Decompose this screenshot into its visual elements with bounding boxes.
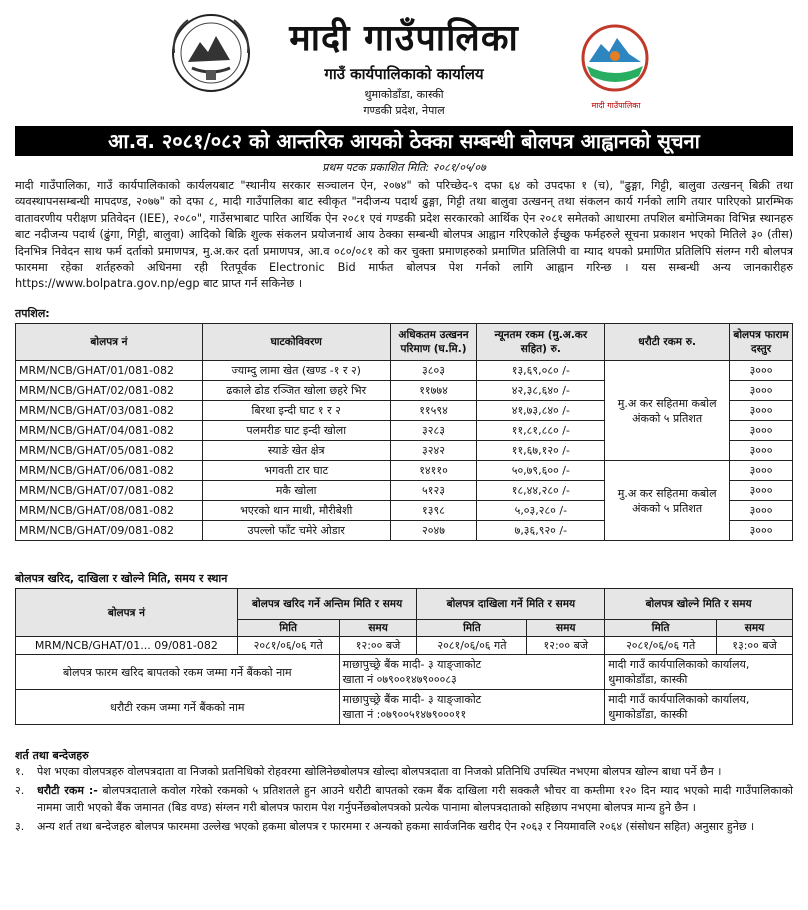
- col-purchase: बोलपत्र खरिद गर्ने अन्तिम मिति र समय: [237, 589, 417, 620]
- bid-no-cell: MRM/NCB/GHAT/03/081-082: [16, 401, 203, 421]
- madi-municipality-logo-icon: [575, 22, 655, 102]
- bid-no-cell: MRM/NCB/GHAT/06/081-082: [16, 461, 203, 481]
- submit-time: १२:०० बजे: [527, 637, 605, 655]
- fee-cell: ३०००: [730, 501, 793, 521]
- bank2-name: माछापुच्छ्रे बैंक मादी- ३ याङ्जाकोट: [342, 693, 482, 706]
- ghat-cell: उपल्लो फाँट चमेरे ओडार: [202, 521, 390, 541]
- open-date: २०८१/०६/०६ गते: [605, 637, 717, 655]
- min-amount-cell: ५०,७९,६०० /-: [477, 461, 605, 481]
- term-text: [37, 783, 793, 816]
- bid-no-cell: MRM/NCB/GHAT/05/081-082: [16, 441, 203, 461]
- min-amount-cell: ४२,३८,६४० /-: [477, 381, 605, 401]
- qty-cell: २०४७: [390, 521, 477, 541]
- qty-cell: ३२८३: [390, 421, 477, 441]
- term-body: पेश भएका वोलपत्रहरु वोलपत्रदाता वा निजको प्रतनिधिको रोहवरमा खोलिनेछबोलपत्र खोल्दा बोलपत्रदाता वा निजको प्रतिनिधि उपस्थित नभएमा बोलपत्र खोल्न बाधा पर्ने छैन ।: [37, 765, 722, 778]
- col-open: बोलपत्र खोल्ने मिति र समय: [605, 589, 793, 620]
- ghat-cell: ढकाले ढोड रञ्जित खोला छहरे भिर: [202, 381, 390, 401]
- term-label: धरौटी रकम :-: [37, 784, 98, 798]
- terms-heading: शर्त तथा बन्देजहरु: [15, 749, 89, 762]
- col-submit: बोलपत्र दाखिला गर्ने मिति र समय: [417, 589, 605, 620]
- open-time: १३:०० बजे: [717, 637, 793, 655]
- sub-time: समय: [339, 620, 417, 637]
- address-line-2: गण्डकी प्रदेश, नेपाल: [363, 104, 445, 117]
- term-item: [15, 819, 793, 835]
- ghat-cell: भगवती टार घाट: [202, 461, 390, 481]
- bank1-office: [605, 655, 793, 690]
- fee-cell: ३०००: [730, 441, 793, 461]
- bank1-details: [339, 655, 605, 690]
- term-text: [37, 764, 793, 780]
- col-form-fee: बोलपत्र फाराम दस्तुर: [730, 324, 793, 361]
- fee-cell: ३०००: [730, 361, 793, 381]
- min-amount-cell: ११,८१,८८० /-: [477, 421, 605, 441]
- table-row: [16, 637, 793, 655]
- bank-row-deposit: [16, 690, 793, 725]
- table-header-row: [16, 589, 793, 620]
- fee-cell: ३०००: [730, 401, 793, 421]
- bank2-account: खाता नं :०७९००५१४७९०००११: [342, 708, 467, 721]
- bid-no-cell: MRM/NCB/GHAT/02/081-082: [16, 381, 203, 401]
- purchase-time: १२:०० बजे: [339, 637, 417, 655]
- min-amount-cell: ११,६७,१२० /-: [477, 441, 605, 461]
- bid-dates-table: [15, 588, 793, 725]
- bank1-name: माछापुच्छ्रे बैंक मादी- ३ याङ्जाकोट: [342, 658, 482, 671]
- bank2-office-line2: थुमाकोडाँडा, कास्की: [608, 708, 688, 721]
- bid-no-cell: MRM/NCB/GHAT/01/081-082: [16, 361, 203, 381]
- ghat-cell: भएरको थान माथी, मौरीबेशी: [202, 501, 390, 521]
- col-min-amount: न्यूनतम रकम (मु.अ.कर सहित) रु.: [477, 324, 605, 361]
- notice-title: आ.व. २०८१/०८२ को आन्तरिक आयको ठेक्का सम्बन्धी बोलपत्र आह्वानको सूचना: [15, 126, 793, 156]
- ghat-cell: स्याङे खेत क्षेत्र: [202, 441, 390, 461]
- qty-cell: ११७७४: [390, 381, 477, 401]
- bid-no-cell: MRM/NCB/GHAT/04/081-082: [16, 421, 203, 441]
- term-number: २.: [15, 784, 25, 798]
- fee-cell: ३०००: [730, 461, 793, 481]
- publication-date: प्रथम पटक प्रकाशित मिति: २०८१/०५/०७: [322, 161, 486, 174]
- fee-cell: ३०००: [730, 381, 793, 401]
- bank1-office-line2: थुमाकोडाँडा, कास्की: [608, 673, 688, 686]
- ghat-cell: ज्याम्दु लामा खेत (खण्ड -१ र २): [202, 361, 390, 381]
- col-deposit: धरौटी रकम रु.: [605, 324, 730, 361]
- term-item: [15, 764, 793, 780]
- fee-cell: ३०००: [730, 421, 793, 441]
- ghat-cell: मकै खोला: [202, 481, 390, 501]
- ghat-cell: पलमरीङ घाट इन्दी खोला: [202, 421, 390, 441]
- sub-time: समय: [717, 620, 793, 637]
- col-ghat: घाटकोविवरण: [202, 324, 390, 361]
- bank2-office-line1: मादी गाउँ कार्यपालिकाको कार्यालय,: [608, 693, 750, 706]
- bid-no-cell: MRM/NCB/GHAT/07/081-082: [16, 481, 203, 501]
- bank1-account: खाता नं ०७९००१४७९०००८३: [342, 673, 457, 686]
- col-bid-no: बोलपत्र नं: [16, 589, 238, 637]
- table-row: [16, 361, 793, 381]
- qty-cell: ११५९४: [390, 401, 477, 421]
- table-row: [16, 461, 793, 481]
- deposit-cell: मु.अ कर सहितमा कबोल अंकको ५ प्रतिशत: [605, 361, 730, 461]
- bid-no-cell: MRM/NCB/GHAT/09/081-082: [16, 521, 203, 541]
- notice-body: मादी गाउँपालिका, गाउँ कार्यपालिकाको कार्यलयबाट "स्थानीय सरकार सञ्चालन ऐन, २०७४" को परिच्छेद-९ दफा ६४ को उपदफा १ (च), "ढुङ्गा, गिट्टी, बालुवा उत्खनन् बिक्री तथा व्यवस्थापनसम्बन्धी मापदण्ड, २०७७" को दफा ८, मादी गाउँपालिका बाट स्वीकृत "नदीजन्य पदार्थ ढुङ्गा, गिट्टी तथा बालुवा उत्खनन् तथा संकलन कार्य गर्नको लागि तयार पारिएको प्रारम्भिक वातावरणीय परीक्षण प्रतिवेदन (IEE), २०८०", गाउँसभाबाट पारित आर्थिक ऐन २०८१ एवं गण्डकी प्रदेश सरकारको आर्थिक ऐन २०८१ समेतको आधारमा तपशिल बमोजिमका विभिन्न स्थानहरु बाट नदीजन्य पदार्थ (ढुंगा, गिट्टी, बालुवा) आदिको बिक्रि शुल्क संकलन प्रयोजनार्थ आय ठेक्का सम्बन्धी बोलपत्र आह्वान गरिएकोले ईच्छुक फर्महरुले सूचना प्रकाशन भएको मितिले ३० (तीस) दिनभित्र निवेदन साथ फर्म दर्ताको प्रमाणपत्र, मु.अ.कर दर्ता प्रमाणपत्र, आ.व ०८०/०८१ को कर चुक्ता प्रमाणहरुको प्रमाणित प्रतिलिपी वा म्याद थपको प्रमाणित प्रतिलिपि संलग्न गरी बोलपत्र फारममा रहेका शर्तहरुको अधिनमा रही रितपूर्वक Electronic Bid मार्फत बोलपत्र पेश गर्नको लागि आह्वान गरिन्छ । यस सम्बन्धी अन्य जानकारीहरु https://www.bolpatra.gov.np/egp बाट प्राप्त गर्न सकिनेछ ।: [15, 179, 793, 291]
- col-max-qty: अधिकतम उत्खनन परिमाण (घ.मि.): [390, 324, 477, 361]
- sub-date: मिति: [605, 620, 717, 637]
- section2-heading: बोलपत्र खरिद, दाखिला र खोल्ने मिति, समय र स्थान: [15, 572, 228, 585]
- qty-cell: १३९८: [390, 501, 477, 521]
- term-number: ३.: [15, 820, 25, 834]
- terms-list: [15, 764, 793, 839]
- qty-cell: ३२४२: [390, 441, 477, 461]
- table-header-row: [16, 324, 793, 361]
- fee-cell: ३०००: [730, 521, 793, 541]
- bank2-label: धरौटी रकम जम्मा गर्ने बैंकको नाम: [16, 690, 340, 725]
- term-body: अन्य शर्त तथा बन्देजहरु बोलपत्र फारममा उल्लेख भएको हकमा बोलपत्र र फारममा र अन्यको हकमा सार्वजनिक खरीद ऐन २०६३ र नियमावलि २०६४ (संसोधन सहित) अनुसार हुनेछ ।: [37, 820, 755, 834]
- header: [0, 0, 808, 122]
- bank1-office-line1: मादी गाउँ कार्यपालिकाको कार्यालय,: [608, 658, 750, 671]
- submit-date: २०८१/०६/०६ गते: [417, 637, 527, 655]
- min-amount-cell: १३,६९,०८० /-: [477, 361, 605, 381]
- qty-cell: १४११०: [390, 461, 477, 481]
- ghat-schedule-table: [15, 323, 793, 541]
- sub-date: मिति: [417, 620, 527, 637]
- sub-date: मिति: [237, 620, 339, 637]
- bank1-label: बोलपत्र फारम खरिद बापतको रकम जम्मा गर्ने बैंकको नाम: [16, 655, 340, 690]
- bid-no-cell: MRM/NCB/GHAT/08/081-082: [16, 501, 203, 521]
- min-amount-cell: ४१,७३,८४० /-: [477, 401, 605, 421]
- logo-caption: मादी गाउँपालिका: [591, 101, 641, 110]
- qty-cell: ३८०३: [390, 361, 477, 381]
- bank2-details: [339, 690, 605, 725]
- col-bid-no: बोलपत्र नं: [16, 324, 203, 361]
- purchase-date: २०८१/०६/०६ गते: [237, 637, 339, 655]
- deposit-cell: मु.अ कर सहितमा कबोल अंकको ५ प्रतिशत: [605, 461, 730, 541]
- ghat-cell: बिरथा इन्दी घाट १ र २: [202, 401, 390, 421]
- min-amount-cell: ७,३६,९२० /-: [477, 521, 605, 541]
- bank2-office: [605, 690, 793, 725]
- fee-cell: ३०००: [730, 481, 793, 501]
- term-number: १.: [15, 765, 25, 778]
- address-line-1: थुमाकोडाँडा, कास्की: [364, 88, 444, 101]
- qty-cell: ५१२३: [390, 481, 477, 501]
- term-item: [15, 783, 793, 816]
- term-body: बोलपत्रदाताले कवोल गरेको रकमको ५ प्रतिशतले हुन आउने धरौटी बापतको रकम बैंक दाखिला गरी सक्कलै भौचर वा कम्तीमा १२० दिन म्याद भएको मादी गाउँपालिकाको नाममा जारी भएको बैंक जमानत (बिड वण्ड) संग्लन गरी बोलपत्र फाराम पेश गर्नुपर्नेछबोलपत्रको प्रत्येक पानामा बोलपत्रदाताको सहिछाप नभएमा बोलपत्र मान्य हुने छैन ।: [37, 784, 793, 814]
- org-name: मादी गाउँपालिका: [289, 17, 519, 59]
- bid-no-range: MRM/NCB/GHAT/01... 09/081-082: [16, 637, 238, 655]
- office-name: गाउँ कार्यपालिकाको कार्यालय: [324, 65, 484, 83]
- term-text: [37, 819, 793, 835]
- sub-time: समय: [527, 620, 605, 637]
- min-amount-cell: ५,०३,२८० /-: [477, 501, 605, 521]
- bank-row-form-fee: [16, 655, 793, 690]
- schedule-heading: तपशिल:: [15, 307, 50, 320]
- min-amount-cell: १८,४४,२८० /-: [477, 481, 605, 501]
